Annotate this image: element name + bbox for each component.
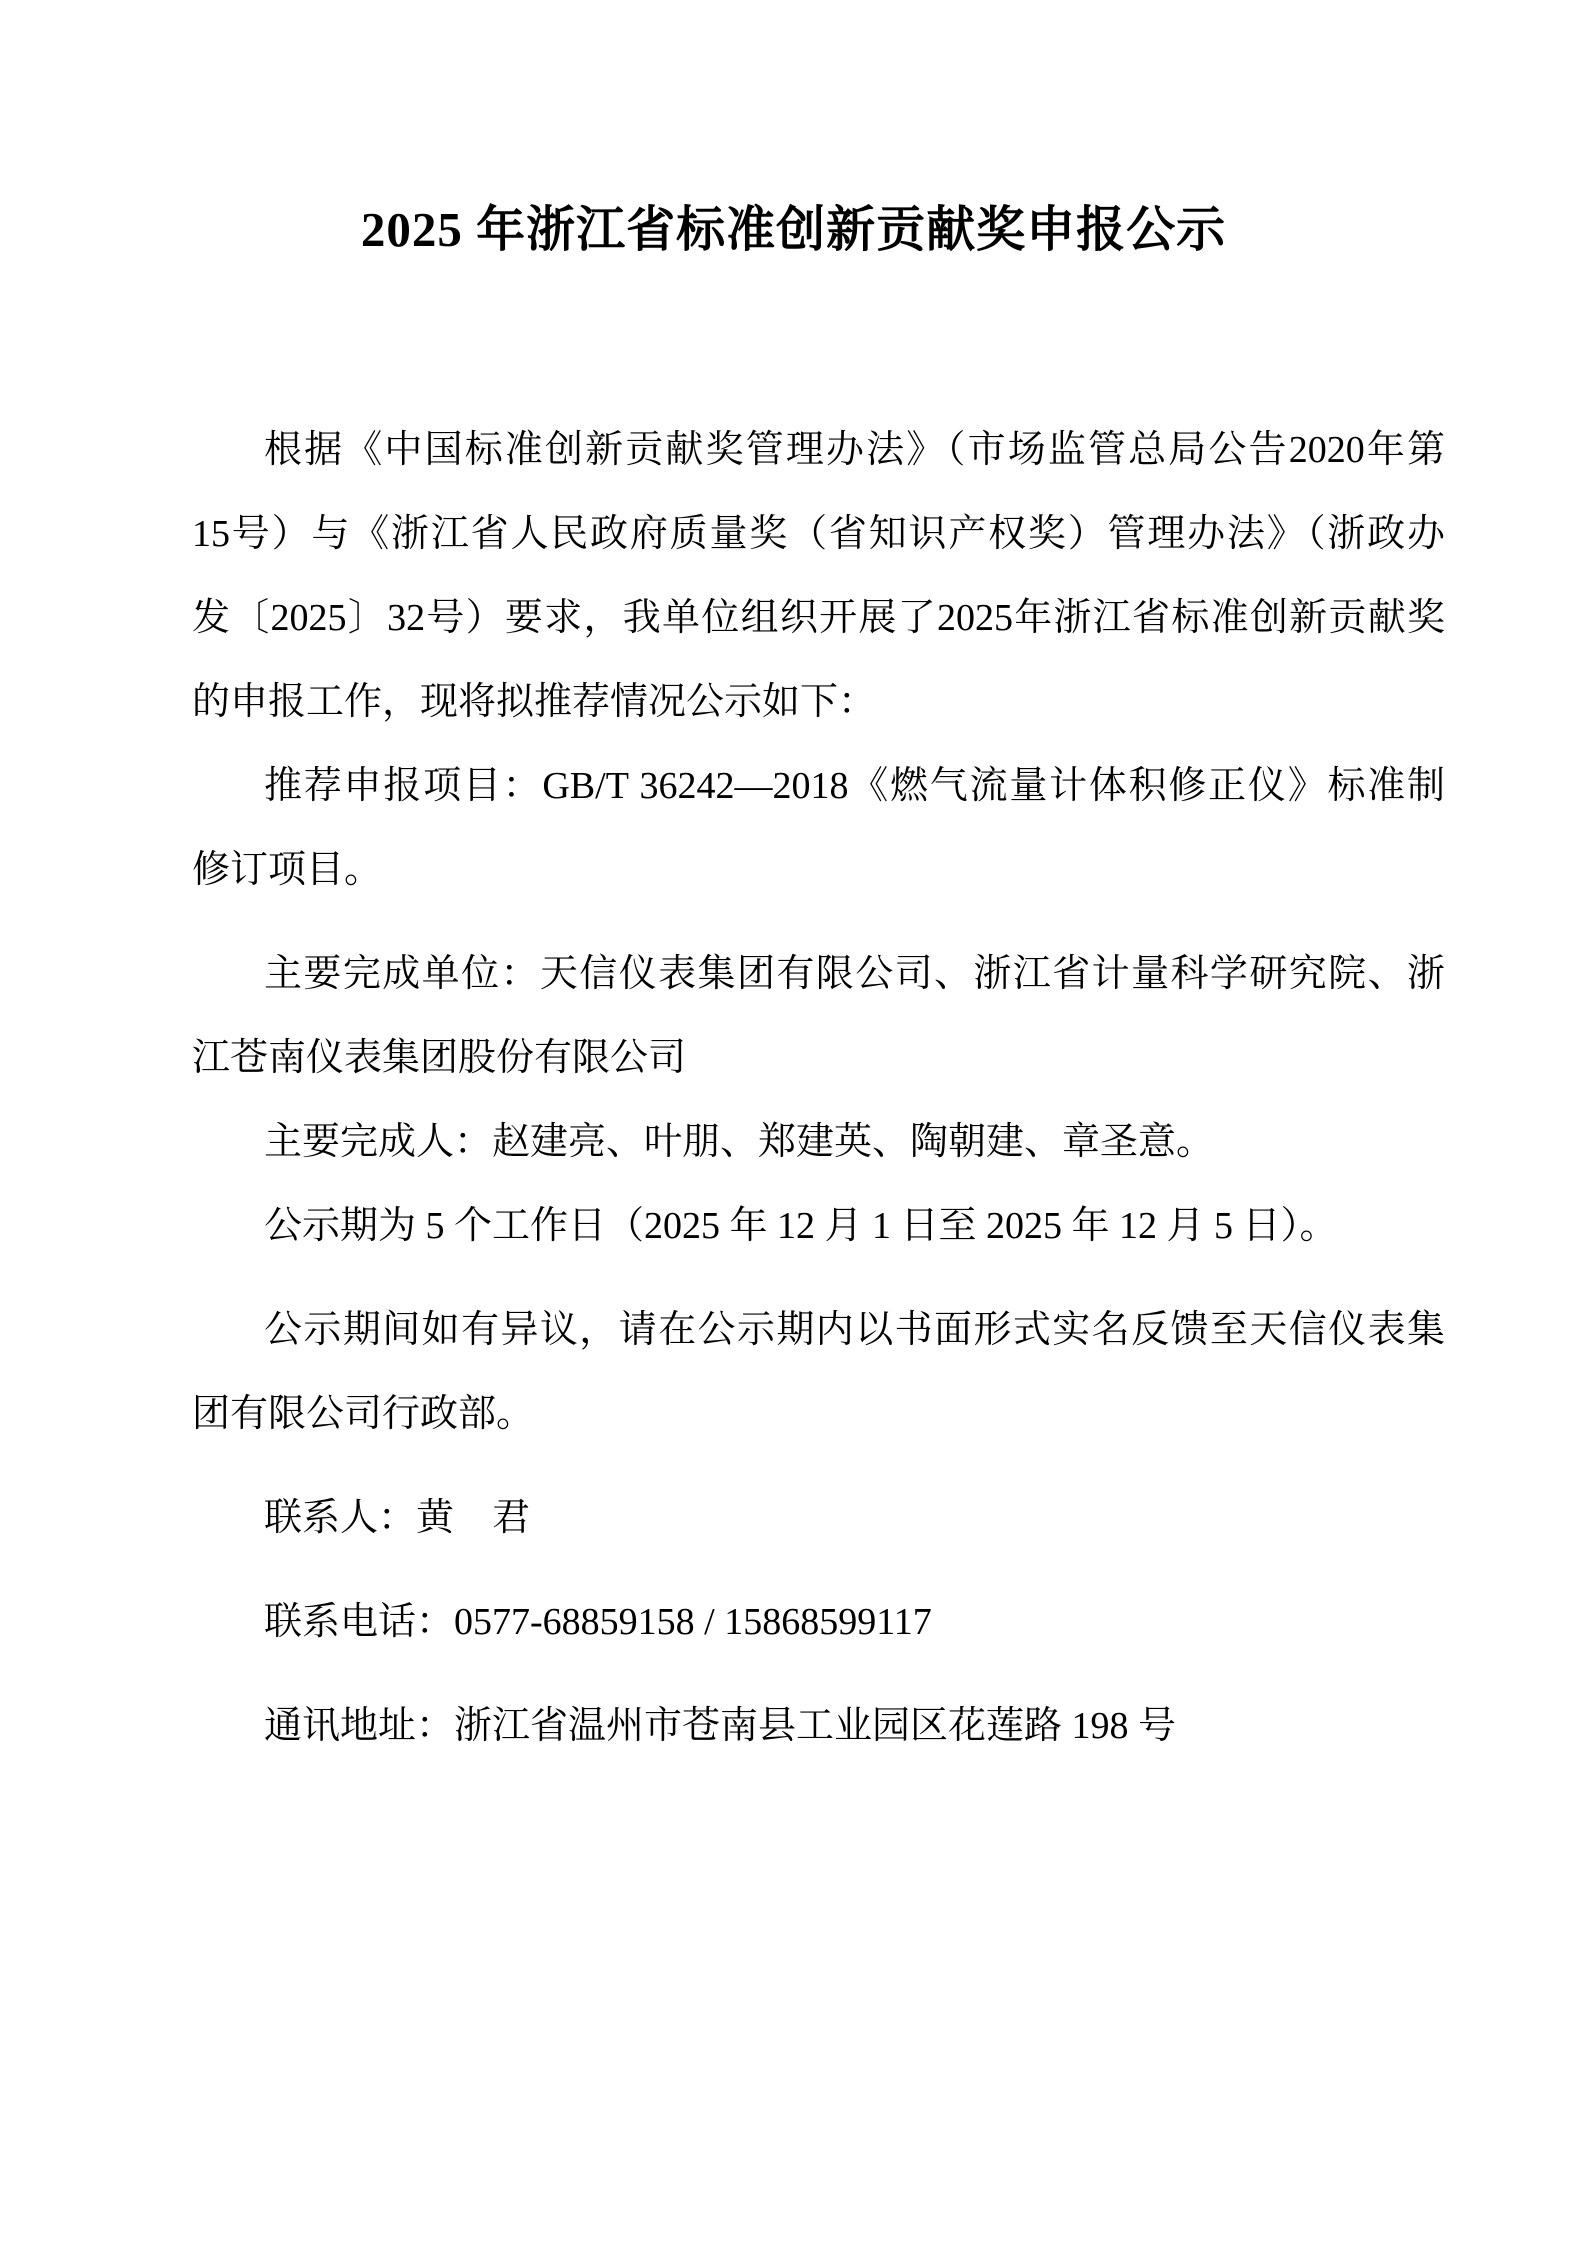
text-line: 15号）与《浙江省人民政府质量奖（省知识产权奖）管理办法》（浙政办 (192, 513, 1445, 555)
text-line: 推荐申报项目：GB/T 36242—2018《燃气流量计体积修正仪》标准制 (264, 765, 1445, 807)
paragraph-contributors (192, 1100, 1445, 1184)
contact-address-line (192, 1684, 1445, 1768)
text-line: 主要完成人：赵建亮、叶朋、郑建英、陶朝建、章圣意。 (264, 1121, 1215, 1163)
contact-phone-line (192, 1580, 1445, 1664)
paragraph-intro (192, 408, 1445, 744)
text-line: 公示期间如有异议，请在公示期内以书面形式实名反馈至天信仪表集 (264, 1309, 1445, 1351)
paragraph-units (192, 932, 1445, 1100)
text-line: 的申报工作，现将拟推荐情况公示如下： (192, 681, 877, 723)
document-body (0, 408, 1587, 1768)
text-line: 联系电话：0577-68859158 / 15868599117 (264, 1601, 932, 1643)
text-line: 修订项目。 (192, 849, 383, 891)
text-line: 团有限公司行政部。 (192, 1393, 535, 1435)
text-line: 通讯地址：浙江省温州市苍南县工业园区花莲路 198 号 (264, 1705, 1177, 1747)
text-line: 江苍南仪表集团股份有限公司 (192, 1037, 687, 1079)
paragraph-publicity-period (192, 1184, 1445, 1268)
text-line: 发〔2025〕32号）要求，我单位组织开展了2025年浙江省标准创新贡献奖 (192, 597, 1445, 639)
text-line: 公示期为 5 个工作日（2025 年 12 月 1 日至 2025 年 12 月 5 日）。 (264, 1205, 1338, 1247)
paragraph-objection (192, 1288, 1445, 1456)
contact-person-line (192, 1476, 1445, 1560)
text-line: 联系人：黄 君 (264, 1497, 531, 1539)
document-title: 2025 年浙江省标准创新贡献奖申报公示 (360, 202, 1227, 257)
paragraph-project (192, 744, 1445, 912)
text-line: 根据《中国标准创新贡献奖管理办法》（市场监管总局公告2020年第 (264, 429, 1445, 471)
text-line: 主要完成单位：天信仪表集团有限公司、浙江省计量科学研究院、浙 (264, 953, 1445, 995)
